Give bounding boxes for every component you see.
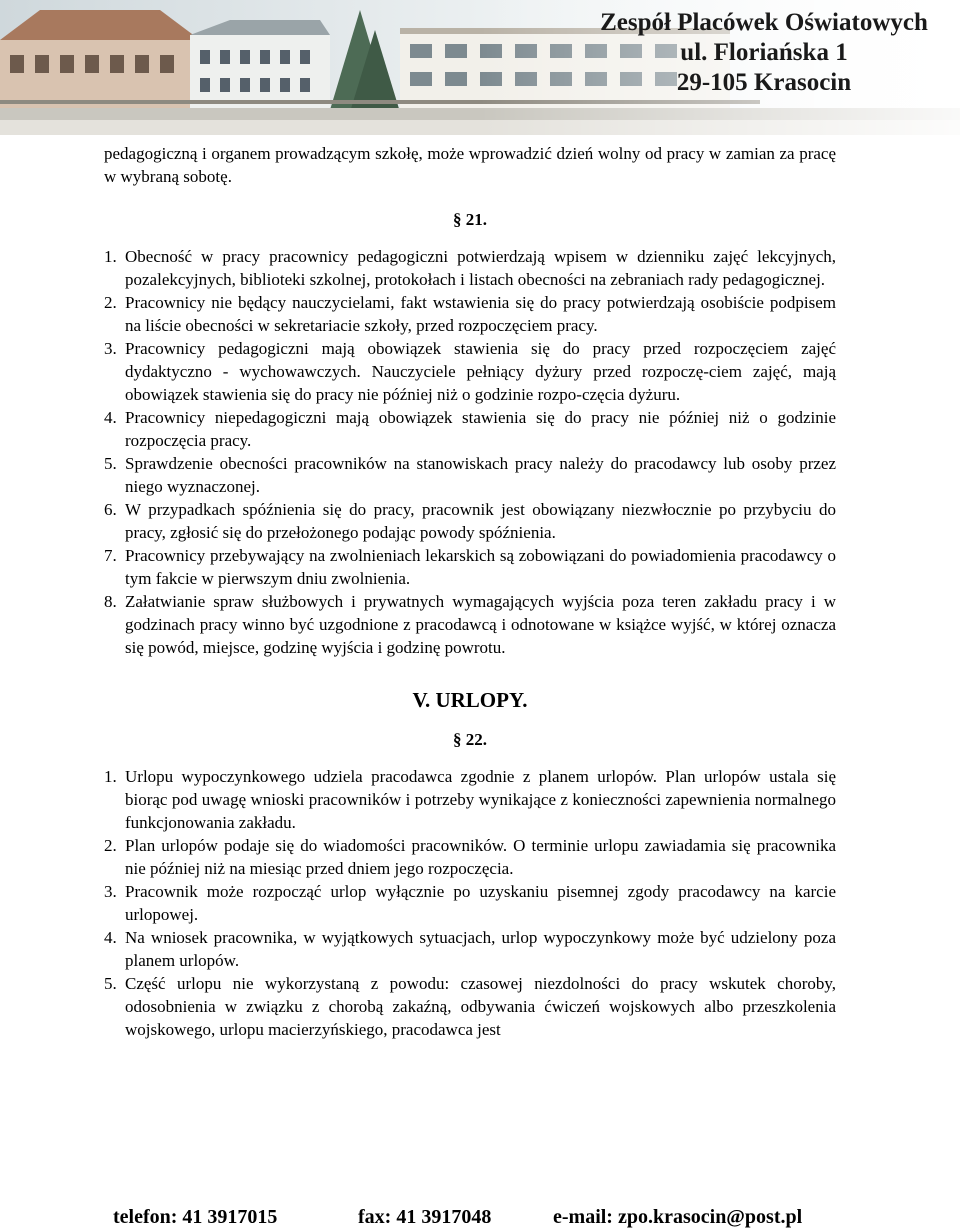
item-number: 1. bbox=[104, 247, 117, 266]
school-address bbox=[584, 8, 944, 98]
list-item bbox=[104, 406, 836, 452]
footer-phone: telefon: 41 3917015 bbox=[113, 1206, 278, 1228]
section-22-mark: § 22. bbox=[453, 730, 487, 749]
item-text: Na wniosek pracownika, w wyjątkowych sytuacjach, urlop wypoczynkowy może być udzielony poza planem urlopów. bbox=[125, 928, 836, 970]
item-number: 4. bbox=[104, 408, 117, 427]
item-number: 5. bbox=[104, 974, 117, 993]
item-text: Sprawdzenie obecności pracowników na stanowiskach pracy należy do pracodawcy lub osoby przez niego wyznaczonej. bbox=[125, 454, 836, 496]
list-item bbox=[104, 452, 836, 498]
item-number: 2. bbox=[104, 836, 117, 855]
list-item bbox=[104, 765, 836, 834]
footer-email: e-mail: zpo.krasocin@post.pl bbox=[553, 1206, 803, 1228]
list-item bbox=[104, 245, 836, 291]
item-text: Pracownicy pedagogiczni mają obowiązek stawienia się do pracy przed rozpoczęciem zajęć dydaktyczno - wychowawczych. Nauczyciele pełniący dyżury przed rozpoczę-ciem zajęć, mają obowiązek stawienia się do pracy nie później niż o godzinie rozpo-częcia dyżuru. bbox=[125, 339, 836, 404]
document-body bbox=[104, 142, 836, 1041]
item-text: Pracownicy nie będący nauczycielami, fakt wstawienia się do pracy potwierdzają osobiście podpisem na liście obecności w sekretariacie szkoły, przed rozpoczęciem pracy. bbox=[125, 293, 836, 335]
list-item bbox=[104, 544, 836, 590]
item-number: 3. bbox=[104, 339, 117, 358]
section-21-mark: § 21. bbox=[453, 210, 487, 229]
list-item bbox=[104, 291, 836, 337]
item-text: Obecność w pracy pracownicy pedagogiczni potwierdzają wpisem w dzienniku zajęć lekcyjnych, pozalekcyjnych, biblioteki szkolnej, protokołach i listach obecności na zebraniach rady pedagogicznej. bbox=[125, 247, 836, 289]
item-number: 4. bbox=[104, 928, 117, 947]
item-text: Pracownicy przebywający na zwolnieniach lekarskich są zobowiązani do powiadomienia pracodawcy o tym fakcie w pierwszym dniu zwolnienia. bbox=[125, 546, 836, 588]
item-number: 3. bbox=[104, 882, 117, 901]
list-item bbox=[104, 590, 836, 659]
item-number: 5. bbox=[104, 454, 117, 473]
item-text: Urlopu wypoczynkowego udziela pracodawca zgodnie z planem urlopów. Plan urlopów ustala się biorąc pod uwagę wnioski pracowników i potrzeby wynikające z konieczności zapewnienia normalnego funkcjonowania zakładu. bbox=[125, 767, 836, 832]
section-21-list bbox=[104, 245, 836, 659]
letterhead bbox=[0, 0, 960, 135]
school-postcode-city: 29-105 Krasocin bbox=[676, 69, 852, 96]
school-name: Zespół Placówek Oświatowych bbox=[600, 9, 928, 36]
item-number: 8. bbox=[104, 592, 117, 611]
list-item bbox=[104, 337, 836, 406]
intro-paragraph: pedagogiczną i organem prowadzącym szkołę, może wprowadzić dzień wolny od pracy w zamian za pracę w wybraną sobotę. bbox=[104, 144, 836, 186]
item-text: Załatwianie spraw służbowych i prywatnych wymagających wyjścia poza teren zakładu pracy i w godzinach pracy winno być uzgodnione z pracodawcą i odnotowane w książce wyjść, w której oznacza się powód, miejsce, godzinę wyjścia i godzinę powrotu. bbox=[125, 592, 836, 657]
item-text: Część urlopu nie wykorzystaną z powodu: czasowej niezdolności do pracy wskutek choroby, odosobnienia w związku z chorobą zakaźną, odbywania ćwiczeń wojskowych albo przeszkolenia wojskowego, urlopu macierzyńskiego, pracodawca jest bbox=[125, 974, 836, 1039]
list-item bbox=[104, 972, 836, 1041]
item-number: 2. bbox=[104, 293, 117, 312]
list-item bbox=[104, 834, 836, 880]
item-text: W przypadkach spóźnienia się do pracy, pracownik jest obowiązany niezwłocznie po przybyciu do pracy, zgłosić się do przełożonego podając powody spóźnienia. bbox=[125, 500, 836, 542]
school-street: ul. Floriańska 1 bbox=[680, 39, 848, 66]
item-text: Pracownicy niepedagogiczni mają obowiązek stawienia się do pracy nie później niż o godzinie rozpoczęcia pracy. bbox=[125, 408, 836, 450]
item-number: 6. bbox=[104, 500, 117, 519]
item-text: Pracownik może rozpocząć urlop wyłącznie po uzyskaniu pisemnej zgody pracodawcy na karcie urlopowej. bbox=[125, 882, 836, 924]
item-text: Plan urlopów podaje się do wiadomości pracowników. O terminie urlopu zawiadamia się pracownika nie później niż na miesiąc przed dniem jego rozpoczęcia. bbox=[125, 836, 836, 878]
item-number: 7. bbox=[104, 546, 117, 565]
item-number: 1. bbox=[104, 767, 117, 786]
list-item bbox=[104, 498, 836, 544]
list-item bbox=[104, 926, 836, 972]
list-item bbox=[104, 880, 836, 926]
chapter-heading: V. URLOPY. bbox=[412, 688, 528, 712]
section-22-list bbox=[104, 765, 836, 1041]
footer-fax: fax: 41 3917048 bbox=[358, 1206, 492, 1228]
